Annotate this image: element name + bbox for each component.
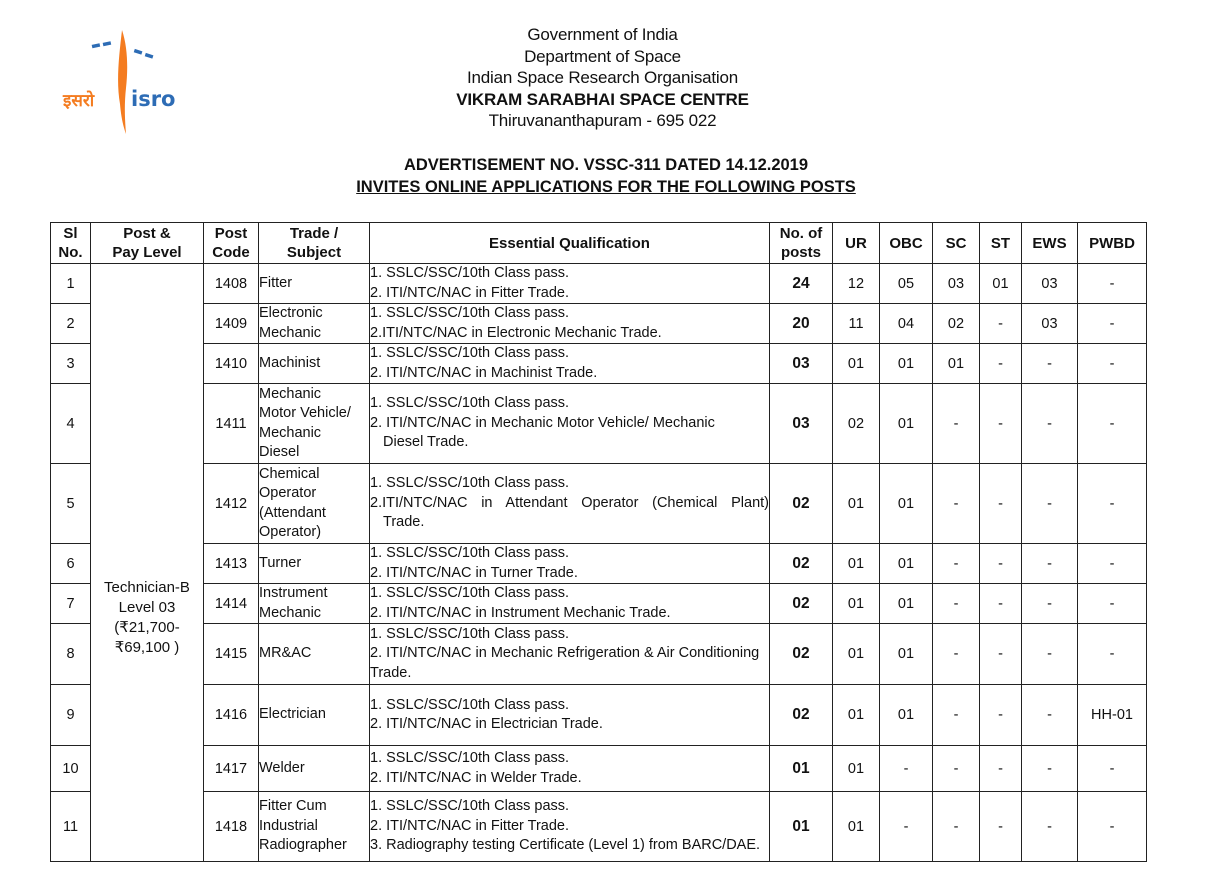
header-no-of-posts: No. of posts	[770, 223, 833, 264]
obc-cell: 01	[880, 544, 933, 584]
table-row	[51, 344, 1147, 384]
qualification-line: Trade.	[383, 514, 425, 531]
qualification-line: 1. SSLC/SSC/10th Class pass.	[370, 265, 570, 281]
qualification-cell	[370, 464, 770, 544]
trade-cell	[259, 304, 370, 344]
trade-line: Electronic	[259, 305, 323, 321]
post-name-line: Technician-B	[104, 578, 190, 596]
st-cell: -	[980, 304, 1022, 344]
header-pwbd: PWBD	[1078, 223, 1147, 264]
sl-no-cell: 5	[51, 464, 91, 544]
trade-line: Welder	[259, 759, 305, 776]
table-row	[51, 685, 1147, 746]
pwbd-cell: -	[1078, 384, 1147, 464]
qualification-line: 1. SSLC/SSC/10th Class pass.	[370, 798, 570, 815]
sl-no-cell: 7	[51, 584, 91, 624]
qualification-cell	[370, 792, 770, 862]
ur-cell: 01	[833, 624, 880, 685]
no-of-posts-cell: 02	[770, 685, 833, 746]
qualification-cell	[370, 584, 770, 624]
ur-cell: 11	[833, 304, 880, 344]
header-ur: UR	[833, 223, 880, 264]
header-essential-qualification: Essential Qualification	[370, 223, 770, 264]
trade-line: Radiographer	[259, 837, 347, 854]
trade-line: Industrial	[259, 817, 318, 834]
sl-no-cell: 6	[51, 544, 91, 584]
post-pay-level-cell	[91, 264, 204, 862]
qualification-line: 1. SSLC/SSC/10th Class pass.	[370, 585, 570, 601]
sc-cell: -	[933, 624, 980, 685]
ews-cell: -	[1022, 792, 1078, 862]
qualification-line: Diesel Trade.	[383, 434, 469, 451]
header-sc: SC	[933, 223, 980, 264]
no-of-posts-cell: 01	[770, 792, 833, 862]
sc-cell: -	[933, 685, 980, 746]
ews-cell: -	[1022, 384, 1078, 464]
ews-cell: -	[1022, 464, 1078, 544]
table-row	[51, 746, 1147, 792]
sc-cell: 02	[933, 304, 980, 344]
pwbd-cell: -	[1078, 584, 1147, 624]
qualification-line: 2. ITI/NTC/NAC in Fitter Trade.	[370, 817, 570, 834]
obc-cell: -	[880, 792, 933, 862]
header-line-centre: VIKRAM SARABHAI SPACE CENTRE	[456, 89, 749, 109]
ews-cell: -	[1022, 344, 1078, 384]
post-code-cell: 1409	[204, 304, 259, 344]
sc-cell: -	[933, 464, 980, 544]
trade-line: Turner	[259, 554, 302, 571]
qualification-line: 1. SSLC/SSC/10th Class pass.	[370, 475, 570, 492]
sc-cell: -	[933, 544, 980, 584]
no-of-posts-cell: 20	[770, 304, 833, 344]
qualification-line: 1. SSLC/SSC/10th Class pass.	[370, 750, 570, 766]
ur-cell: 01	[833, 792, 880, 862]
st-cell: -	[980, 584, 1022, 624]
header-line-government: Government of India	[527, 25, 678, 44]
post-code-cell: 1416	[204, 685, 259, 746]
advertisement-title: ADVERTISEMENT NO. VSSC-311 DATED 14.12.2019	[403, 156, 809, 174]
qualification-line: 2.ITI/NTC/NAC in Attendant Operator (Chemical Plant)	[370, 494, 769, 511]
trade-cell	[259, 264, 370, 304]
qualification-line: 1. SSLC/SSC/10th Class pass.	[370, 625, 570, 642]
qualification-line: 2. ITI/NTC/NAC in Instrument Mechanic Trade.	[370, 604, 671, 621]
obc-cell: 01	[880, 384, 933, 464]
sc-cell: 03	[933, 264, 980, 304]
header-trade-subject: Trade / Subject	[259, 223, 370, 264]
trade-line: Fitter Cum	[259, 798, 327, 815]
trade-line: Machinist	[259, 354, 321, 371]
ews-cell: -	[1022, 624, 1078, 685]
sl-no-cell: 8	[51, 624, 91, 685]
obc-cell: 04	[880, 304, 933, 344]
pwbd-cell: -	[1078, 464, 1147, 544]
ur-cell: 01	[833, 344, 880, 384]
no-of-posts-cell: 02	[770, 544, 833, 584]
header-line-department: Department of Space	[524, 46, 681, 66]
obc-cell: 05	[880, 264, 933, 304]
table-header-row	[51, 223, 1147, 264]
trade-line: Chemical	[259, 465, 320, 482]
table-row	[51, 464, 1147, 544]
post-code-cell: 1411	[204, 384, 259, 464]
trade-cell	[259, 685, 370, 746]
sc-cell: -	[933, 584, 980, 624]
pwbd-cell: -	[1078, 544, 1147, 584]
sc-cell: -	[933, 384, 980, 464]
ur-cell: 02	[833, 384, 880, 464]
sl-no-cell: 3	[51, 344, 91, 384]
no-of-posts-cell: 01	[770, 746, 833, 792]
ur-cell: 01	[833, 685, 880, 746]
st-cell: -	[980, 544, 1022, 584]
qualification-line: 2. ITI/NTC/NAC in Turner Trade.	[370, 564, 578, 581]
header-line-organisation: Indian Space Research Organisation	[466, 68, 739, 87]
header-post-pay-level: Post & Pay Level	[91, 223, 204, 264]
trade-cell	[259, 746, 370, 792]
pwbd-cell: -	[1078, 624, 1147, 685]
post-code-cell: 1414	[204, 584, 259, 624]
no-of-posts-cell: 03	[770, 344, 833, 384]
obc-cell: 01	[880, 584, 933, 624]
post-code-cell: 1412	[204, 464, 259, 544]
qualification-cell	[370, 624, 770, 685]
qualification-cell	[370, 304, 770, 344]
st-cell: -	[980, 746, 1022, 792]
organisation-header	[0, 24, 1205, 132]
no-of-posts-cell: 24	[770, 264, 833, 304]
trade-cell	[259, 464, 370, 544]
post-code-cell: 1417	[204, 746, 259, 792]
advertisement-subtitle: INVITES ONLINE APPLICATIONS FOR THE FOLLOWING POSTS	[356, 178, 856, 196]
table-row	[51, 624, 1147, 685]
no-of-posts-cell: 02	[770, 464, 833, 544]
table-row	[51, 544, 1147, 584]
st-cell: -	[980, 384, 1022, 464]
post-code-cell: 1410	[204, 344, 259, 384]
st-cell: -	[980, 792, 1022, 862]
posts-table	[50, 222, 1147, 862]
trade-line: Operator)	[259, 524, 322, 540]
qualification-line: 2. ITI/NTC/NAC in Fitter Trade.	[370, 284, 570, 301]
qualification-cell	[370, 685, 770, 746]
qualification-line: 2. ITI/NTC/NAC in Mechanic Motor Vehicle/ Mechanic	[370, 414, 715, 431]
ews-cell: 03	[1022, 304, 1078, 344]
obc-cell: 01	[880, 344, 933, 384]
trade-line: Motor Vehicle/	[259, 405, 351, 421]
qualification-cell	[370, 544, 770, 584]
header-post-code: Post Code	[204, 223, 259, 264]
obc-cell: 01	[880, 464, 933, 544]
qualification-line: 2. ITI/NTC/NAC in Welder Trade.	[370, 769, 582, 786]
qualification-line: 2. ITI/NTC/NAC in Machinist Trade.	[370, 364, 598, 381]
logo-hindi-text: इसरो	[63, 91, 95, 111]
trade-line: Instrument	[259, 585, 328, 601]
qualification-line: 1. SSLC/SSC/10th Class pass.	[370, 395, 570, 412]
trade-cell	[259, 384, 370, 464]
sl-no-cell: 9	[51, 685, 91, 746]
pwbd-cell: HH-01	[1078, 685, 1147, 746]
qualification-cell	[370, 746, 770, 792]
table-row	[51, 304, 1147, 344]
trade-line: Mechanic	[259, 424, 322, 441]
st-cell: -	[980, 624, 1022, 685]
ews-cell: -	[1022, 685, 1078, 746]
st-cell: -	[980, 464, 1022, 544]
trade-line: (Attendant	[259, 504, 326, 521]
qualification-line: 3. Radiography testing Certificate (Level 1) from BARC/DAE.	[370, 837, 761, 854]
sl-no-cell: 1	[51, 264, 91, 304]
no-of-posts-cell: 02	[770, 584, 833, 624]
obc-cell: 01	[880, 685, 933, 746]
obc-cell: 01	[880, 624, 933, 685]
no-of-posts-cell: 02	[770, 624, 833, 685]
table-row	[51, 264, 1147, 304]
qualification-line: 2.ITI/NTC/NAC in Electronic Mechanic Trade.	[370, 324, 662, 341]
post-name-line: ₹69,100 )	[114, 638, 180, 656]
post-code-cell: 1408	[204, 264, 259, 304]
post-code-cell: 1418	[204, 792, 259, 862]
trade-cell	[259, 584, 370, 624]
ur-cell: 01	[833, 464, 880, 544]
qualification-cell	[370, 344, 770, 384]
sl-no-cell: 4	[51, 384, 91, 464]
st-cell: -	[980, 344, 1022, 384]
post-name-line: Level 03	[118, 598, 176, 616]
sl-no-cell: 11	[51, 792, 91, 862]
trade-cell	[259, 544, 370, 584]
trade-line: Mechanic	[259, 324, 322, 341]
ews-cell: -	[1022, 544, 1078, 584]
header-line-address: Thiruvananthapuram - 695 022	[488, 111, 717, 130]
header-ews: EWS	[1022, 223, 1078, 264]
trade-line: Fitter	[259, 274, 293, 291]
sl-no-cell: 10	[51, 746, 91, 792]
ur-cell: 12	[833, 264, 880, 304]
trade-line: Mechanic	[259, 385, 322, 402]
obc-cell: -	[880, 746, 933, 792]
ews-cell: 03	[1022, 264, 1078, 304]
qualification-line: 1. SSLC/SSC/10th Class pass.	[370, 696, 570, 713]
advertisement-heading	[0, 154, 1205, 198]
post-code-cell: 1415	[204, 624, 259, 685]
qualification-line: Trade.	[370, 664, 412, 681]
header-obc: OBC	[880, 223, 933, 264]
pwbd-cell: -	[1078, 792, 1147, 862]
trade-cell	[259, 624, 370, 685]
header-sl-no: Sl No.	[51, 223, 91, 264]
no-of-posts-cell: 03	[770, 384, 833, 464]
pwbd-cell: -	[1078, 746, 1147, 792]
table-row	[51, 384, 1147, 464]
ur-cell: 01	[833, 584, 880, 624]
trade-line: Operator	[259, 485, 317, 501]
pwbd-cell: -	[1078, 304, 1147, 344]
table-row	[51, 584, 1147, 624]
trade-line: Diesel	[259, 444, 300, 460]
trade-line: MR&AC	[259, 645, 312, 662]
pwbd-cell: -	[1078, 264, 1147, 304]
qualification-line: 1. SSLC/SSC/10th Class pass.	[370, 345, 570, 361]
ews-cell: -	[1022, 746, 1078, 792]
trade-line: Mechanic	[259, 604, 322, 621]
header-st: ST	[980, 223, 1022, 264]
qualification-line: 2. ITI/NTC/NAC in Electrician Trade.	[370, 716, 603, 732]
ur-cell: 01	[833, 746, 880, 792]
ews-cell: -	[1022, 584, 1078, 624]
ur-cell: 01	[833, 544, 880, 584]
qualification-cell	[370, 264, 770, 304]
trade-cell	[259, 792, 370, 862]
sc-cell: -	[933, 792, 980, 862]
post-code-cell: 1413	[204, 544, 259, 584]
qualification-line: 1. SSLC/SSC/10th Class pass.	[370, 305, 570, 321]
trade-cell	[259, 344, 370, 384]
qualification-cell	[370, 384, 770, 464]
post-name-line: (₹21,700-	[114, 618, 180, 636]
st-cell: 01	[980, 264, 1022, 304]
sc-cell: -	[933, 746, 980, 792]
qualification-line: 2. ITI/NTC/NAC in Mechanic Refrigeration & Air Conditioning	[370, 645, 760, 662]
qualification-line: 1. SSLC/SSC/10th Class pass.	[370, 545, 570, 561]
sc-cell: 01	[933, 344, 980, 384]
table-row	[51, 792, 1147, 862]
pwbd-cell: -	[1078, 344, 1147, 384]
trade-line: Electrician	[259, 706, 326, 723]
sl-no-cell: 2	[51, 304, 91, 344]
logo-english-text: isro	[131, 87, 176, 111]
st-cell: -	[980, 685, 1022, 746]
